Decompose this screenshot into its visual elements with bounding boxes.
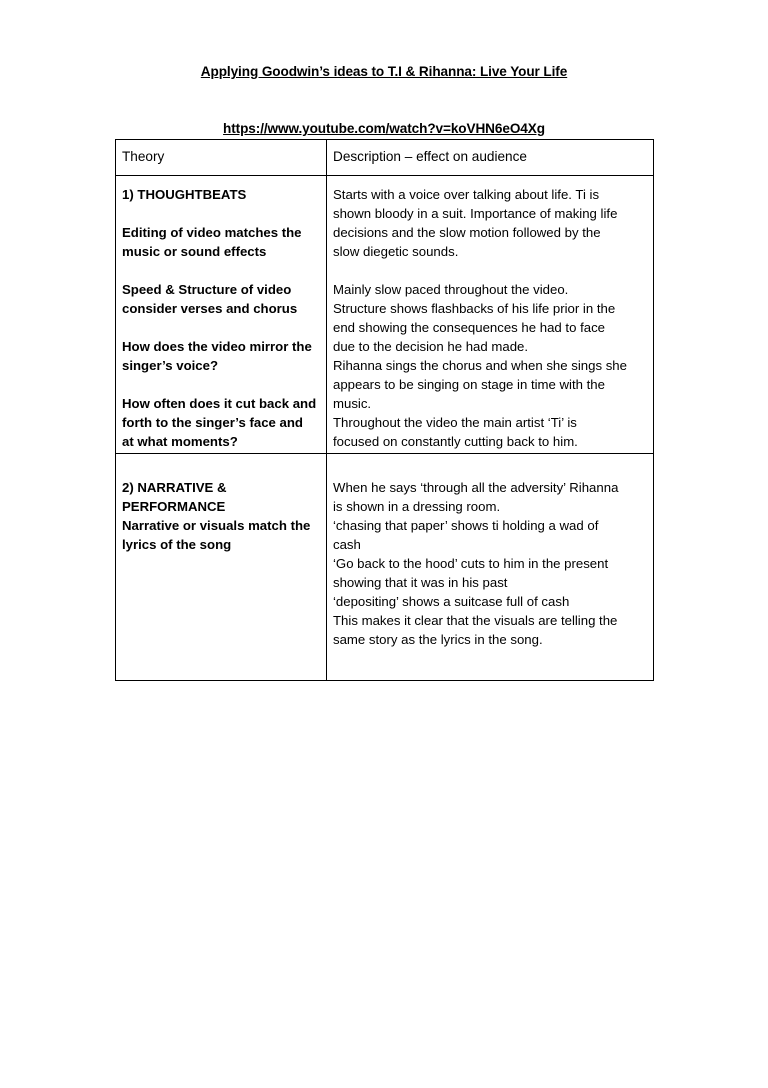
description-line: due to the decision he had made.: [333, 339, 529, 354]
theory-line: Editing of video matches the: [122, 225, 302, 240]
description-line: end showing the consequences he had to face: [333, 320, 606, 335]
theory-line: consider verses and chorus: [122, 301, 298, 316]
theory-cell: [116, 176, 327, 454]
description-cell: [327, 454, 654, 681]
theory-line: PERFORMANCE: [122, 499, 226, 514]
analysis-table: [115, 139, 654, 681]
description-line: is shown in a dressing room.: [333, 499, 501, 514]
header-description: [327, 140, 654, 176]
description-line: ‘depositing’ shows a suitcase full of cash: [333, 594, 570, 609]
table-row: [116, 176, 654, 454]
description-line: This makes it clear that the visuals are telling the: [333, 613, 618, 628]
header-theory-label: Theory: [122, 149, 165, 164]
header-theory: [116, 140, 327, 176]
description-line: slow diegetic sounds.: [333, 244, 459, 259]
description-lines: [333, 176, 647, 451]
theory-line: 2) NARRATIVE &: [122, 480, 227, 495]
theory-line: Narrative or visuals match the: [122, 518, 311, 533]
description-line: ‘chasing that paper’ shows ti holding a wad of: [333, 518, 599, 533]
theory-line: [122, 261, 320, 280]
description-line: Structure shows flashbacks of his life prior in the: [333, 301, 616, 316]
theory-line: at what moments?: [122, 434, 238, 449]
theory-line: [122, 204, 320, 223]
description-line: same story as the lyrics in the song.: [333, 632, 543, 647]
theory-line: How often does it cut back and: [122, 396, 317, 411]
theory-lines: [122, 176, 320, 451]
theory-line: Speed & Structure of video: [122, 282, 292, 297]
description-line: Rihanna sings the chorus and when she sings she: [333, 358, 627, 373]
theory-line: lyrics of the song: [122, 537, 232, 552]
table-header-row: [116, 140, 654, 176]
description-line: appears to be singing on stage in time with the: [333, 377, 605, 392]
description-cell: [327, 176, 654, 454]
description-line: Starts with a voice over talking about life. Ti is: [333, 187, 600, 202]
theory-line: singer’s voice?: [122, 358, 219, 373]
description-line: shown bloody in a suit. Importance of making life: [333, 206, 618, 221]
theory-line: [122, 375, 320, 394]
video-link[interactable]: https://www.youtube.com/watch?v=koVHN6eO4Xg: [223, 121, 545, 136]
header-description-label: Description – effect on audience: [333, 149, 527, 164]
description-line: Mainly slow paced throughout the video.: [333, 282, 569, 297]
theory-line: [122, 318, 320, 337]
theory-lines: [122, 454, 320, 554]
description-line: ‘Go back to the hood’ cuts to him in the present: [333, 556, 609, 571]
description-lines: [333, 454, 647, 649]
description-line: focused on constantly cutting back to him.: [333, 434, 578, 449]
theory-cell: [116, 454, 327, 681]
theory-line: How does the video mirror the: [122, 339, 312, 354]
description-line: Throughout the video the main artist ‘Ti’ is: [333, 415, 577, 430]
table-row: [116, 454, 654, 681]
document-title: Applying Goodwin’s ideas to T.I & Rihanna: Live Your Life: [200, 64, 568, 79]
theory-line: music or sound effects: [122, 244, 267, 259]
description-line: decisions and the slow motion followed by the: [333, 225, 601, 240]
description-line: music.: [333, 396, 372, 411]
description-line: [333, 261, 647, 280]
theory-line: 1) THOUGHTBEATS: [122, 187, 247, 202]
theory-line: forth to the singer’s face and: [122, 415, 303, 430]
description-line: showing that it was in his past: [333, 575, 508, 590]
description-line: When he says ‘through all the adversity’ Rihanna: [333, 480, 619, 495]
description-line: cash: [333, 537, 361, 552]
